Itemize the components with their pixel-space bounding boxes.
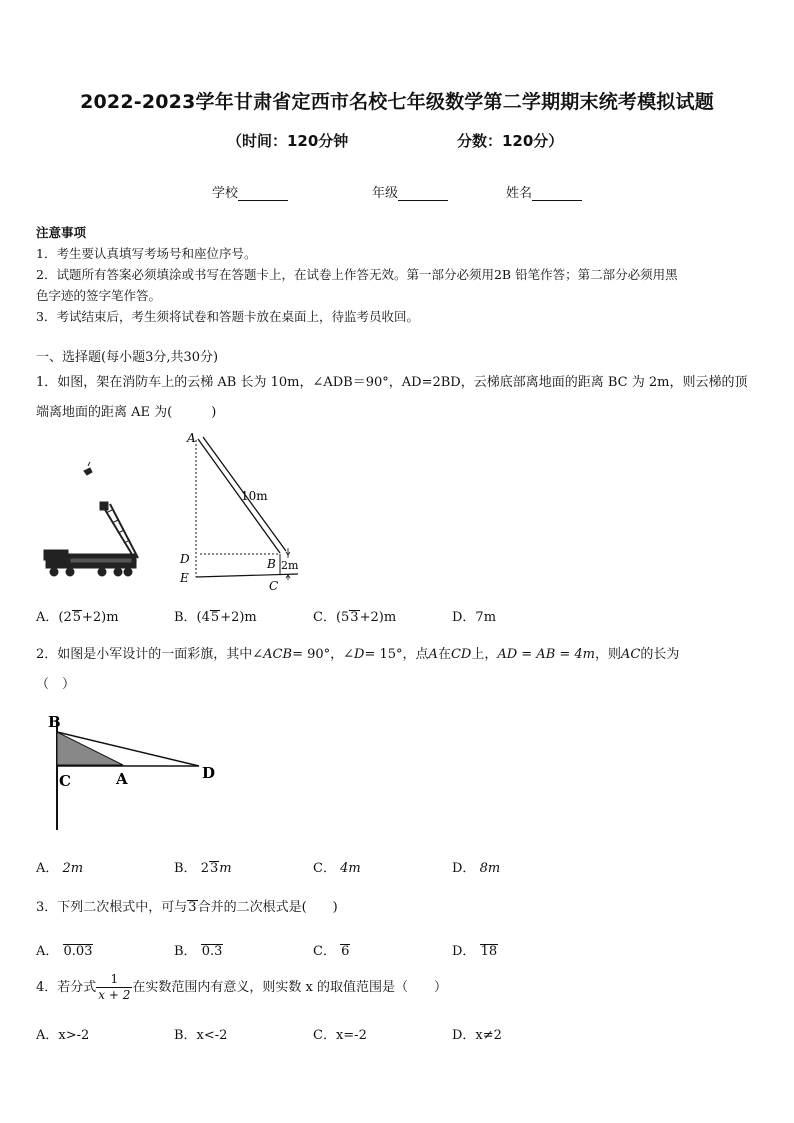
q1-line1: 1．如图，架在消防车上的云梯 AB 长为 10m，∠ADB＝90°，AD=2BD，云梯底部离地面的距离 BC 为 2m，则云梯的顶: [36, 375, 748, 390]
q2-option-d[interactable]: D． 8m: [452, 861, 501, 876]
q1-line2: 端离地面的距离 AE 为( ): [36, 405, 217, 420]
q1-ladder-figure: [170, 430, 310, 595]
q1-label-A: A: [187, 431, 196, 445]
sqrt-sign: 18: [480, 944, 498, 959]
q1-option-a[interactable]: A．(25+2)m: [36, 610, 119, 625]
q1-option-b[interactable]: B．(45+2)m: [174, 610, 257, 625]
sqrt-sign: 5: [210, 610, 220, 625]
page-title: 2022-2023学年甘肃省定西市名校七年级数学第二学期期末统考模拟试题: [80, 91, 714, 113]
note-item: 色字迹的签字笔作答。: [36, 288, 162, 303]
sqrt-sign: 3: [209, 861, 219, 876]
sqrt-sign: 0.03: [63, 944, 93, 959]
q1-label-E: E: [180, 571, 189, 585]
q2-label-A: A: [116, 770, 128, 788]
q2-label-D: D: [202, 764, 216, 782]
q1-label-length: 10m: [241, 489, 268, 503]
q1-option-c[interactable]: C．(53+2)m: [313, 610, 397, 625]
q2-flag-figure: [46, 708, 226, 834]
q4-option-d[interactable]: D．x≠2: [452, 1028, 502, 1043]
note-item: 1．考生要认真填写考场号和座位序号。: [36, 246, 257, 261]
q2-line2: （ ）: [36, 677, 76, 692]
fraction: $\frac{1}{x + 2}$: [98, 972, 131, 1002]
question-2: [36, 640, 762, 700]
q2-option-b[interactable]: B． 23m: [174, 861, 232, 876]
school-label: 学校: [212, 186, 239, 201]
grade-blank[interactable]: [398, 187, 448, 201]
note-item: 3．考试结束后，考生须将试卷和答题卡放在桌面上，待监考员收回。: [36, 309, 419, 324]
sqrt-sign: 3: [188, 900, 197, 915]
sqrt-sign: 0.3: [201, 944, 223, 959]
q1-option-d[interactable]: D．7m: [452, 610, 497, 625]
q3-option-b[interactable]: B． 0.3: [174, 944, 223, 959]
q2-label-B: B: [48, 713, 61, 731]
q4-option-a[interactable]: A．x>-2: [36, 1028, 90, 1043]
name-blank[interactable]: [532, 187, 582, 201]
q4-option-c[interactable]: C．x=-2: [313, 1028, 367, 1043]
q3-option-a[interactable]: A． 0.03: [36, 944, 93, 959]
q3-option-c[interactable]: C． 6: [313, 944, 350, 959]
name-field: [506, 182, 582, 201]
exam-time: （时间：120分钟: [227, 132, 349, 150]
q4-option-b[interactable]: B．x<-2: [174, 1028, 228, 1043]
q1-label-height: 2m: [281, 559, 299, 572]
name-label: 姓名: [506, 186, 533, 201]
question-3: 3．下列二次根式中，可与3合并的二次根式是( ): [36, 900, 338, 915]
grade-label: 年级: [372, 186, 399, 201]
q1-label-C: C: [269, 579, 279, 593]
notes-heading: 注意事项: [36, 225, 87, 240]
question-4: 4．若分式 $\frac{1}{x + 2}$ 在实数范围内有意义，则实数 x 的取值范围是（ ）: [36, 972, 447, 1002]
q1-label-B: B: [267, 557, 276, 571]
q2-label-C: C: [59, 772, 71, 790]
sqrt-sign: 6: [341, 944, 350, 959]
q2-option-c[interactable]: C． 4m: [313, 861, 361, 876]
school-blank[interactable]: [238, 187, 288, 201]
grade-field: [372, 182, 448, 201]
question-1: [36, 368, 762, 428]
sqrt-sign: 3: [350, 610, 359, 625]
section-heading: 一、选择题(每小题3分,共30分): [36, 350, 219, 365]
fire-truck-image: [40, 458, 144, 580]
q3-option-d[interactable]: D． 18: [452, 944, 498, 959]
q2-option-a[interactable]: A． 2m: [36, 861, 84, 876]
school-field: [212, 182, 288, 201]
notes-block: [36, 222, 761, 327]
exam-score: 分数：120分）: [457, 132, 564, 150]
q1-label-D: D: [180, 552, 190, 566]
q2-line1: 2．如图是小军设计的一面彩旗，其中∠ACB= 90°，∠D= 15°，点A在CD上，AD = AB = 4m，则AC的长为: [36, 647, 680, 662]
note-item: 2．试题所有答案必须填涂或书写在答题卡上，在试卷上作答无效。第一部分必须用2B 铅笔作答；第二部分必须用黑: [36, 267, 678, 282]
sqrt-sign: 5: [72, 610, 82, 625]
